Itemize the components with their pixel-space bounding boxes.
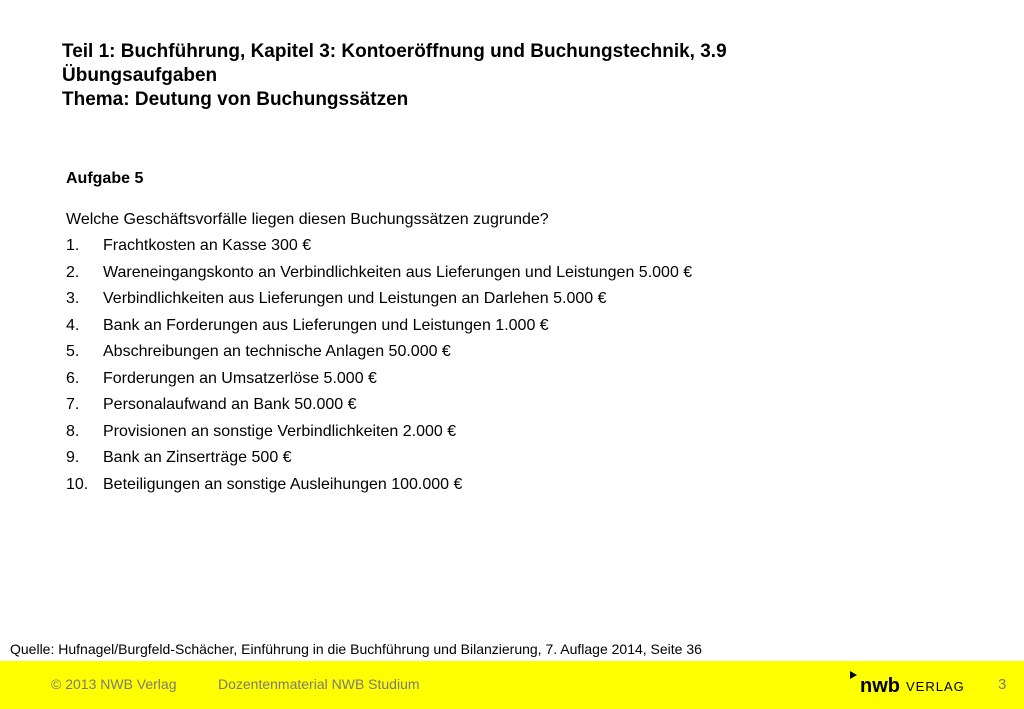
list-item xyxy=(66,445,966,472)
list-item-text: Abschreibungen an technische Anlagen 50.000 € xyxy=(103,343,451,360)
list-item-number: 7. xyxy=(66,396,80,413)
list-item xyxy=(66,419,966,446)
slide-title xyxy=(62,40,727,112)
list-item-number: 3. xyxy=(66,290,80,307)
list-item-text: Bank an Zinserträge 500 € xyxy=(103,449,292,466)
list-item xyxy=(66,233,966,260)
title-line-2: Übungsaufgaben xyxy=(62,65,218,86)
footer-bar xyxy=(0,661,1024,709)
list-item xyxy=(66,286,966,313)
booking-entries-list xyxy=(66,233,966,498)
task-content xyxy=(66,166,966,498)
nwb-logo xyxy=(850,671,965,697)
list-item-number: 5. xyxy=(66,343,80,360)
list-item-number: 2. xyxy=(66,263,80,281)
list-item-text: Beteiligungen an sonstige Ausleihungen 100.000 € xyxy=(103,475,463,493)
footer-material-label: Dozentenmaterial NWB Studium xyxy=(218,676,420,692)
list-item xyxy=(66,366,966,393)
list-item-text: Frachtkosten an Kasse 300 € xyxy=(103,237,312,254)
list-item-text: Personalaufwand an Bank 50.000 € xyxy=(103,396,357,413)
list-item xyxy=(66,472,966,499)
task-question: Welche Geschäftsvorfälle liegen diesen Buchungssätzen zugrunde? xyxy=(66,210,549,228)
list-item-number: 10. xyxy=(66,475,89,493)
list-item-text: Provisionen an sonstige Verbindlichkeiten 2.000 € xyxy=(103,422,457,440)
list-item-text: Bank an Forderungen aus Lieferungen und Leistungen 1.000 € xyxy=(103,316,549,334)
list-item xyxy=(66,392,966,419)
title-line-1: Teil 1: Buchführung, Kapitel 3: Kontoeröffnung und Buchungstechnik, 3.9 xyxy=(62,41,727,62)
list-item xyxy=(66,260,966,287)
logo-arrow-icon xyxy=(850,671,857,679)
list-item-text: Wareneingangskonto an Verbindlichkeiten aus Lieferungen und Leistungen 5.000 € xyxy=(103,263,693,281)
task-heading: Aufgabe 5 xyxy=(66,170,144,187)
logo-verlag-text: VERLAG xyxy=(906,679,965,694)
source-citation: Quelle: Hufnagel/Burgfeld-Schächer, Einführung in die Buchführung und Bilanzierung, 7. Auflage 2014, Seite 36 xyxy=(10,641,702,657)
list-item-text: Forderungen an Umsatzerlöse 5.000 € xyxy=(103,369,377,387)
title-line-3: Thema: Deutung von Buchungssätzen xyxy=(62,89,409,110)
list-item-number: 6. xyxy=(66,369,80,387)
list-item xyxy=(66,313,966,340)
list-item xyxy=(66,339,966,366)
list-item-number: 8. xyxy=(66,422,80,440)
list-item-text: Verbindlichkeiten aus Lieferungen und Leistungen an Darlehen 5.000 € xyxy=(103,290,607,307)
list-item-number: 1. xyxy=(66,237,80,254)
logo-nwb-text: nwb xyxy=(860,675,900,697)
list-item-number: 9. xyxy=(66,449,80,466)
footer-copyright: © 2013 NWB Verlag xyxy=(51,676,177,692)
list-item-number: 4. xyxy=(66,316,80,334)
page-number: 3 xyxy=(998,676,1007,693)
